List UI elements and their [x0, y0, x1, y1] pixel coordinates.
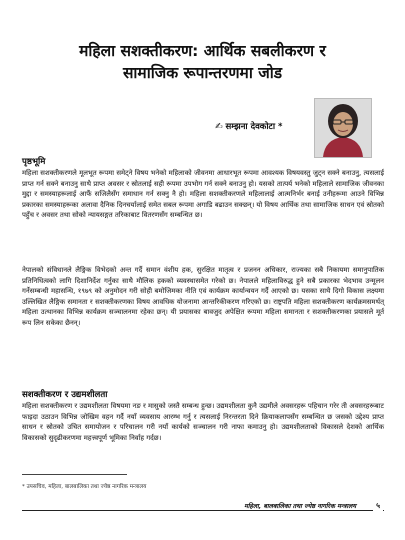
page-footer [0, 500, 405, 524]
author-byline [215, 121, 355, 132]
page-number: ५ [373, 501, 383, 511]
footnote-divider [22, 474, 127, 475]
section-heading-entrepreneurship: सशक्तीकरण र उद्यमशीलता [22, 390, 108, 400]
footnote: * उपसचिव, महिला, बालबालिका तथा ज्येष्ठ नागरिक मन्त्रालय [22, 484, 147, 490]
section-heading-background: पृष्ठभूमि [22, 157, 46, 167]
article-title-line-2: सामाजिक रूपान्तरणमा जोड [122, 64, 283, 82]
article-title-line-1: महिला सशक्तीकरण: आर्थिक सबलीकरण र [79, 42, 326, 60]
footer-rule [22, 510, 384, 511]
pen-icon: ✍ [215, 122, 223, 132]
paragraph-background-1: महिला सशक्तीकरणले मूलभूत रूपमा समेट्ने विषय भनेको महिलाको जीवनमा आधारभूत रूपमा आवश्यक विषयवस्तु जुट्न सक्ने बनाउनु, त्यसलाई प्राप्त गर्न सक्ने बनाउनु साथै प्राप्त अवसर र स्रोतलाई सही रूपमा उपभोग गर्न सक्ने बनाउनु हो। यसको तात्पर्य भनेको महिलाले सामाजिक जीवनका मुद्दा र समस्याहरूलाई आफैं सजिलैसँग समाधान गर्न सक्नु नै हो। महिला सशक्तीकरणले महिलालाई आत्मनिर्भर बनाई उनीहरूमा आउने विभिन्न प्रकारका समस्याहरूका अलावा दैनिक दिनचर्यालाई समेत सबल रूपमा अगाडि बढाउन सक्छन्। यो विषय आर्थिक तथा सामाजिक साधन एवं स्रोतको पहुँच र अवसर तथा सोको न्यायसङ्गत तरिकाबाट वितरणसँग सम्बन्धित छ। [22, 169, 384, 220]
paragraph-background-2: नेपालको संविधानले लैङ्गिक विभेदको अन्त गर्दै समान वंशीय हक, सुरक्षित मातृत्व र प्रजनन अधिकार, राज्यका सबै निकायमा समानुपातिक प्रतिनिधित्वको लागि दिशानिर्देश गर्नुका साथै मौलिक हकको व्यवस्थासमेत गरेको छ। नेपालले महिलाविरुद्ध हुने सबै प्रकारका भेदभाव उन्मूलन गर्नेसम्बन्धी महासन्धि, १९७९ को अनुमोदन गरी सोही बमोजिमका नीति एवं कार्यक्रम कार्यान्वयन गर्दै आएको छ। यसका साथै दिगो विकास लक्ष्यमा उल्लिखित लैङ्गिक समानता र सशक्तीकरणका विषय आवधिक योजनामा आन्तरिकीकरण गरिएको छ। राष्ट्रपति महिला सशक्तीकरण कार्यक्रमसमर्थत् महिला उत्थानका विभिन्न कार्यक्रम सञ्चालनमा रहेका छन्। यी प्रयासका बावजुद अपेक्षित रूपमा महिला समानता र सशक्तीकरणका प्रयासले मूर्त रूप लिन सकेका छैनन्। [22, 266, 384, 327]
author-name: सम्झना देवकोटा * [225, 122, 283, 132]
paragraph-entrepreneurship-1: महिला सशक्तीकरण र उद्यमशीलता विषयमा नङ र मासुको जस्तै सम्बन्ध हुन्छ। उद्यमशीलता कुनै उद्यमीले अवसरहरू पहिचान गरेर ती अवसरहरूबाट फाइदा उठाउन विभिन्न जोखिम वहन गर्दै नयाँ व्यवसाय आरम्भ गर्नु र त्यसलाई निरन्तरता दिने क्रियाकलापसँग सम्बन्धित छ जसको उद्देश्य प्राप्त साधन र स्रोतको उचित समायोजन र परिचालन गरी नयाँ कार्यको सञ्चालन गरी नाफा कमाउनु हो। उद्यमशीलताको विकासले देशको आर्थिक विकासको सुदृढीकरणमा महत्त्वपूर्ण भूमिका निर्वाह गर्दछ। [22, 402, 384, 442]
article-title [20, 40, 385, 84]
footer-publication: महिला, बालबालिका तथा ज्येष्ठ नागरिक मन्त्रालय [241, 501, 359, 510]
